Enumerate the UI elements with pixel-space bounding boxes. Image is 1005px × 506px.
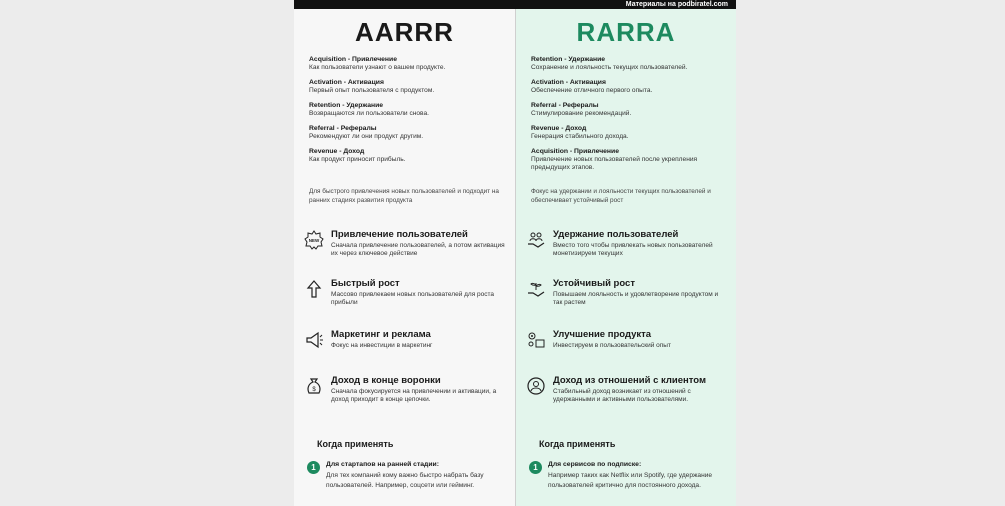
svg-text:$: $ bbox=[312, 387, 316, 393]
number-badge: 1 bbox=[529, 461, 542, 474]
stage-name: Acquisition - Привлечение bbox=[309, 56, 397, 63]
stage-desc: Стимулирование рекомендаций. bbox=[531, 110, 632, 117]
stage-desc: Обеспечение отличного первого опыта. bbox=[531, 87, 653, 94]
list-item-text: Для тех компаний кому важно быстро набрать базу пользователей. Например, соцсети или гейминг. bbox=[326, 472, 484, 489]
when-to-use-title: Когда применять bbox=[539, 439, 616, 449]
rarra-title: RARRA bbox=[576, 17, 676, 47]
feature-title: Маркетинг и реклама bbox=[331, 329, 431, 340]
stage-desc: Как продукт приносит прибыль. bbox=[309, 156, 406, 163]
client-money-icon bbox=[526, 376, 546, 396]
source-banner: Материалы на podbiratel.com bbox=[294, 0, 736, 9]
list-item-title: Для стартапов на ранней стадии: bbox=[326, 461, 439, 468]
feature-title: Улучшение продукта bbox=[553, 329, 652, 340]
megaphone-icon bbox=[304, 330, 324, 350]
feature-item bbox=[526, 375, 731, 415]
feature-title: Доход из отношений с клиентом bbox=[553, 375, 706, 386]
feature-item bbox=[304, 375, 509, 415]
feature-desc: Массово привлекаем новых пользователей для роста прибыли bbox=[331, 291, 495, 306]
stage-item bbox=[531, 102, 731, 118]
aarrr-title: AARRR bbox=[355, 17, 454, 47]
stage-desc: Сохранение и лояльность текущих пользователей. bbox=[531, 64, 688, 71]
stage-desc: Рекомендуют ли они продукт другим. bbox=[309, 133, 424, 140]
stage-item bbox=[309, 56, 509, 72]
stage-name: Activation - Активация bbox=[309, 79, 384, 86]
growth-arrow-icon bbox=[304, 279, 324, 299]
stage-desc: Генерация стабильного дохода. bbox=[531, 133, 629, 140]
feature-title: Привлечение пользователей bbox=[331, 229, 468, 240]
stage-name: Acquisition - Привлечение bbox=[531, 148, 619, 155]
rarra-summary: Фокус на удержании и лояльности текущих пользователей и обеспечивает устойчивый рост bbox=[531, 188, 711, 204]
stage-item bbox=[531, 56, 731, 72]
feature-desc: Стабильный доход возникает из отношений с удержанными и активными пользователями. bbox=[553, 388, 691, 403]
feature-item bbox=[526, 278, 731, 318]
aarrr-summary: Для быстрого привлечения новых пользователей и подходит на ранних стадиях развития продукта bbox=[309, 188, 499, 204]
feature-title: Удержание пользователей bbox=[553, 229, 679, 240]
stage-name: Activation - Активация bbox=[531, 79, 606, 86]
comparison-sheet bbox=[294, 0, 736, 506]
svg-text:NEW: NEW bbox=[308, 238, 320, 243]
number-badge: 1 bbox=[307, 461, 320, 474]
aarrr-column bbox=[294, 9, 515, 506]
feature-item bbox=[304, 229, 509, 269]
plant-hand-icon bbox=[526, 279, 546, 299]
stage-name: Retention - Удержание bbox=[309, 102, 384, 109]
stage-name: Revenue - Доход bbox=[309, 148, 365, 155]
feature-desc: Сначала привлечение пользователей, а потом активация их через ключевое действие bbox=[331, 242, 505, 257]
stage-item bbox=[531, 148, 731, 172]
stage-name: Referral - Рефералы bbox=[309, 125, 377, 132]
when-to-use-title: Когда применять bbox=[317, 439, 394, 449]
stage-item bbox=[309, 79, 509, 95]
feature-item bbox=[304, 278, 509, 318]
stage-desc: Первый опыт пользователя с продуктом. bbox=[309, 87, 435, 94]
rarra-column bbox=[515, 9, 736, 506]
users-hand-icon bbox=[526, 230, 546, 250]
new-badge-icon bbox=[304, 230, 324, 250]
stage-name: Retention - Удержание bbox=[531, 56, 606, 63]
stage-item bbox=[531, 125, 731, 141]
stage-name: Revenue - Доход bbox=[531, 125, 587, 132]
feature-item bbox=[526, 329, 731, 369]
stage-desc: Как пользователи узнают о вашем продукте. bbox=[309, 64, 446, 71]
list-item-text: Например таких как Netflix или Spotify, где удержание пользователей критично для постоянного дохода. bbox=[548, 472, 713, 489]
stage-item bbox=[531, 79, 731, 95]
feature-title: Доход в конце воронки bbox=[331, 375, 441, 386]
feature-item bbox=[526, 229, 731, 269]
stage-name: Referral - Рефералы bbox=[531, 102, 599, 109]
feature-title: Устойчивый рост bbox=[553, 278, 635, 289]
money-bag-icon bbox=[304, 376, 324, 396]
list-item-title: Для сервисов по подписке: bbox=[548, 461, 642, 468]
feature-desc: Инвестируем в пользовательский опыт bbox=[553, 342, 671, 349]
feature-desc: Сначала фокусируется на привлечении и активации, а доход приходит в конце цепочки. bbox=[331, 388, 497, 403]
stage-item bbox=[309, 148, 509, 164]
feature-desc: Фокус на инвестиции в маркетинг bbox=[331, 342, 433, 349]
stage-item bbox=[309, 125, 509, 141]
feature-desc: Повышаем лояльность и удовлетворение продуктом и так растем bbox=[553, 291, 719, 306]
stage-item bbox=[309, 102, 509, 118]
feature-title: Быстрый рост bbox=[331, 278, 400, 289]
product-improve-icon bbox=[526, 330, 546, 350]
stage-desc: Возвращаются ли пользователи снова. bbox=[309, 110, 429, 117]
feature-desc: Вместо того чтобы привлекать новых пользователей монетизируем текущих bbox=[553, 242, 713, 257]
feature-item bbox=[304, 329, 509, 369]
stage-desc: Привлечение новых пользователей после укрепления предыдущих этапов. bbox=[531, 156, 698, 171]
